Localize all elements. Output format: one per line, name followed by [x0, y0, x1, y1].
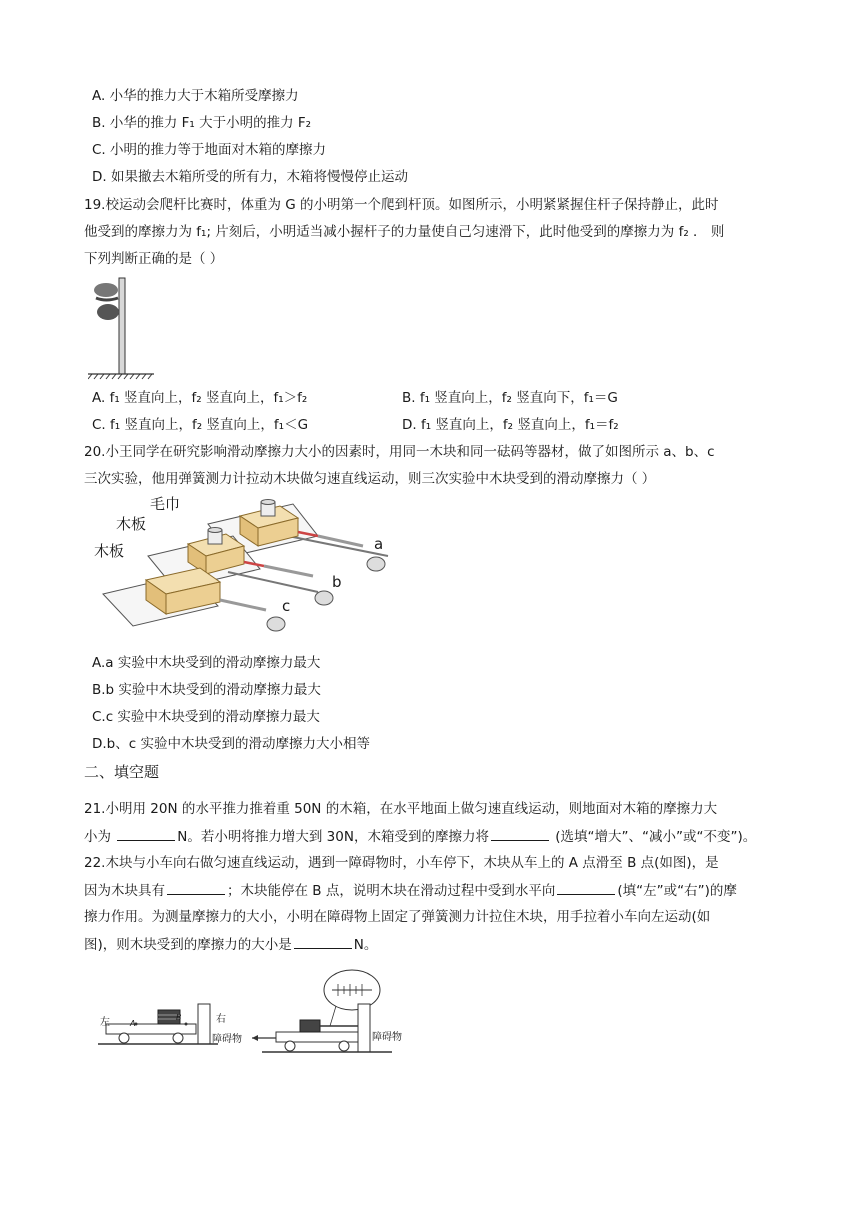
q20-label-board1: 木板	[116, 515, 147, 533]
q19-stem-line1: 19.校运动会爬杆比赛时，体重为 G 的小明第一个爬到杆顶。如图所示，小明紧紧握住杆子保持静止，此时	[84, 197, 719, 213]
q22-cart-figure-1	[98, 998, 228, 1054]
q20-option-c: C.c 实验中木块受到的滑动摩擦力最大	[92, 709, 320, 725]
q19-option-c: C. f₁ 竖直向上，f₂ 竖直向上，f₁＜G	[92, 417, 309, 433]
q22-text-a: 因为木块具有	[84, 883, 165, 899]
q22-label-right: 右	[216, 1014, 226, 1025]
q22-line3: 擦力作用。为测量摩擦力的大小，小明在障碍物上固定了弹簧测力计拉住木块，用手拉着小车向左运动(如	[84, 909, 711, 925]
q22-text-e: N。	[353, 937, 378, 953]
q22-label-obstacle-1: 障碍物	[212, 1034, 242, 1045]
q22-label-obstacle-2: 障碍物	[372, 1032, 402, 1043]
q20-option-b: B.b 实验中木块受到的滑动摩擦力最大	[92, 682, 321, 698]
q22-label-a: A	[130, 1019, 136, 1028]
q21-blank-2[interactable]	[491, 826, 549, 841]
q18-option-c: C. 小明的推力等于地面对木箱的摩擦力	[92, 142, 327, 158]
q20-stem-line1: 20.小王同学在研究影响滑动摩擦力大小的因素时，用同一木块和同一砝码等器材，做了如图所示 a、b、c	[84, 444, 715, 460]
q20-label-a: a	[374, 535, 384, 553]
q22-label-left: 左	[100, 1017, 110, 1028]
q20-label-towel: 毛巾	[150, 495, 181, 513]
q21-line1: 21.小明用 20N 的水平推力推着重 50N 的木箱，在水平地面上做匀速直线运动，则地面对木箱的摩擦力大	[84, 801, 718, 817]
q22-blank-1[interactable]	[167, 880, 225, 895]
q22-blank-2[interactable]	[557, 880, 615, 895]
q18-option-d: D. 如果撤去木箱所受的所有力，木箱将慢慢停止运动	[92, 169, 408, 185]
q22-label-b: B	[176, 1013, 182, 1022]
q18-option-b: B. 小华的推力 F₁ 大于小明的推力 F₂	[92, 115, 312, 131]
q21-text-a: 小为	[84, 829, 116, 845]
section-title-fill-in: 二、填空题	[84, 763, 160, 781]
q22-blank-3[interactable]	[294, 934, 352, 949]
q21-text-b: N。若小明将推力增大到 30N，木箱受到的摩擦力将	[177, 829, 489, 845]
q19-option-d: D. f₁ 竖直向上，f₂ 竖直向上，f₁＝f₂	[402, 417, 619, 433]
q22-line4	[84, 934, 377, 955]
q21-blank-1[interactable]	[117, 826, 175, 841]
q19-stem-line2: 他受到的摩擦力为 f₁; 片刻后，小明适当减小握杆子的力量使自己匀速滑下，此时他受到的摩擦力为 f₂ ． 则	[84, 224, 725, 240]
q20-option-a: A.a 实验中木块受到的滑动摩擦力最大	[92, 655, 321, 671]
q22-line1: 22.木块与小车向右做匀速直线运动，遇到一障碍物时，小车停下，木块从车上的 A 点滑至 B 点(如图)，是	[84, 855, 719, 871]
q21-line2	[84, 826, 756, 847]
q20-stem-line2: 三次实验，他用弹簧测力计拉动木块做匀速直线运动，则三次实验中木块受到的滑动摩擦力（ ）	[84, 471, 656, 487]
q18-option-a: A. 小华的推力大于木箱所受摩擦力	[92, 88, 299, 104]
q22-text-c: (填“左”或“右”)的摩	[617, 883, 737, 899]
q19-pole-figure	[88, 276, 158, 380]
q22-text-b: ；木块能停在 B 点，说明木块在滑动过程中受到水平向	[227, 883, 556, 899]
q20-option-d: D.b、c 实验中木块受到的滑动摩擦力大小相等	[92, 736, 370, 752]
q19-option-a: A. f₁ 竖直向上，f₂ 竖直向上，f₁＞f₂	[92, 390, 308, 406]
q20-label-c: c	[282, 597, 291, 615]
q22-line2	[84, 880, 737, 901]
q20-label-board2: 木板	[94, 542, 125, 560]
q19-stem-line3: 下列判断正确的是（ ）	[84, 251, 224, 267]
q21-text-c: (选填“增大”、“减小”或“不变”)。	[550, 829, 757, 845]
q19-option-b: B. f₁ 竖直向上，f₂ 竖直向下，f₁＝G	[402, 390, 618, 406]
q22-text-d: 图)，则木块受到的摩擦力的大小是	[84, 937, 292, 953]
q20-label-b: b	[332, 573, 342, 591]
